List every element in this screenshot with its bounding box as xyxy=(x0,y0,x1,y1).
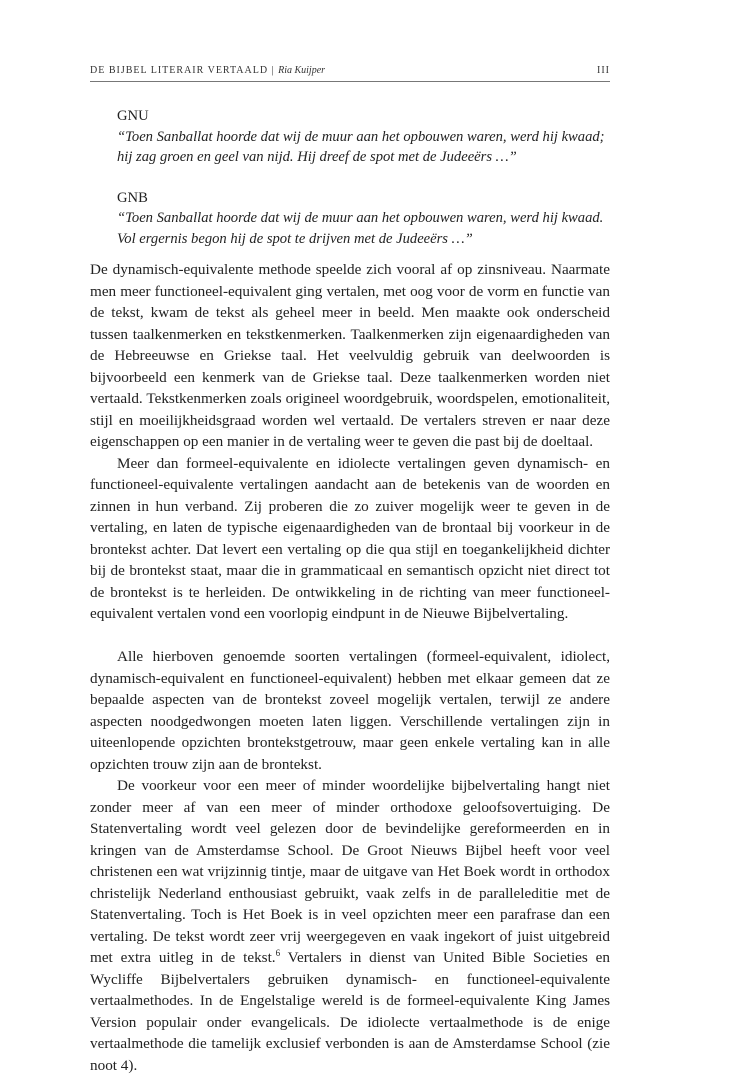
paragraph-text: De voorkeur voor een meer of minder woordelijke bijbelvertaling hangt niet zonder meer af van een meer of minder orthodoxe geloofsovertuiging. De Statenvertaling wordt veel gelezen door de bevindelijke gereformeerden en in kringen van de Amsterdamse School. De Groot Nieuws Bijbel heeft voor veel christenen een wat vrijzinnig tintje, maar de uitgave van Het Boek wordt in orthodox christelijk Nederland enthousiast gebruikt, vaak zelfs in de paralleleditie met de Statenvertaling. Toch is Het Boek is in veel opzichten meer een parafrase dan een vertaling. De tekst wordt zeer vrij weergegeven en vaak ingekort of juist uitgebreid met extra uitleg in de tekst. xyxy=(90,777,610,966)
header-book-title: DE BIJBEL LITERAIR VERTAALD | xyxy=(90,65,275,76)
paragraph xyxy=(90,775,610,1076)
header-title xyxy=(90,65,325,76)
quote-line: “Toen Sanballat hoorde dat wij de muur aan het opbouwen waren, werd hij kwaad; xyxy=(117,128,605,145)
page-number: III xyxy=(597,65,610,76)
footnote-ref: 6 xyxy=(275,947,281,958)
quote-gnb xyxy=(117,188,607,250)
paragraph: De dynamisch-equivalente methode speelde zich vooral af op zinsniveau. Naarmate men meer functioneel-equivalent ging vertalen, met oog voor de vorm en functie van de tekst, kwam de tekst als geheel meer in beeld. Men maakte ook onderscheid tussen taalkenmerken en tekstkenmerken. Taalkenmerken zijn eigenaardigheden van de Hebreeuwse en Griekse taal. Het veelvuldig gebruik van deelwoorden is bijvoorbeeld een kenmerk van de Griekse taal. Deze taalkenmerken worden niet vertaald. Tekstkenmerken zoals origineel woordgebruik, woordspelen, emotionaliteit, stijl en moeilijkheidsgraad worden wel vertaald. De vertalers streven er naar deze eigenschappen op een manier in de vertaling weer te geven die past bij de doeltaal. xyxy=(90,261,610,450)
body-text xyxy=(90,259,610,1076)
running-header xyxy=(90,63,610,82)
quote-line: “Toen Sanballat hoorde dat wij de muur aan het opbouwen waren, werd hij kwaad. xyxy=(117,210,604,226)
quote-gnu xyxy=(117,106,607,168)
paragraph: Alle hierboven genoemde soorten vertalingen (formeel-equivalent, idiolect, dynamisch-equivalent en functioneel-equivalent) hebben met elkaar gemeen dat ze bepaalde aspecten van de brontekst zoveel mogelijk vertalen, terwijl ze andere aspecten noodgedwongen moeten laten liggen. Verschillende vertalingen zijn in uiteenlopende opzichten brontekstgetrouw, maar geen enkele vertaling kan in alle opzichten trouw zijn aan de brontekst. xyxy=(90,648,610,773)
paragraph-text: Vertalers in dienst van United Bible Societies en Wycliffe Bijbelvertalers gebruiken dynamisch- en functioneel-equivalente vertaalmethodes. In de Engelstalige wereld is de formeel-equivalente King James Version populair onder evangelicals. De idiolecte vertaalmethode is de enige vertaalmethode die tamelijk exclusief verbonden is aan de Amsterdamse School (zie noot 4). xyxy=(90,949,611,1074)
quote-line: hij zag groen en geel van nijd. Hij dreef de spot met de Judeeërs …” xyxy=(117,149,517,165)
section-gap xyxy=(90,625,610,647)
quotation-section xyxy=(117,106,607,269)
quote-label: GNB xyxy=(117,189,148,206)
quote-label: GNU xyxy=(117,108,149,124)
paragraph: Meer dan formeel-equivalente en idiolecte vertalingen geven dynamisch- en functioneel-equivalente vertalingen aandacht aan de betekenis van de woorden en zinnen in hun verband. Zij proberen die zo zuiver mogelijk weer te geven in de vertaling, en laten de typische eigenaardigheden van de brontaal bij voorkeur in de brontekst achter. Dat levert een vertaling op die qua stijl en toegankelijkheid dichter bij de brontekst staat, maar die in grammaticaal en semantisch opzicht niet direct tot de brontekst is te herleiden. De ontwikkeling in de richting van meer functioneel-equivalent vertalen vond een voorlopig eindpunt in de Nieuwe Bijbelvertaling. xyxy=(90,454,610,622)
header-author: Ria Kuijper xyxy=(278,65,326,76)
quote-line: Vol ergernis begon hij de spot te drijven met de Judeeërs …” xyxy=(117,230,473,247)
